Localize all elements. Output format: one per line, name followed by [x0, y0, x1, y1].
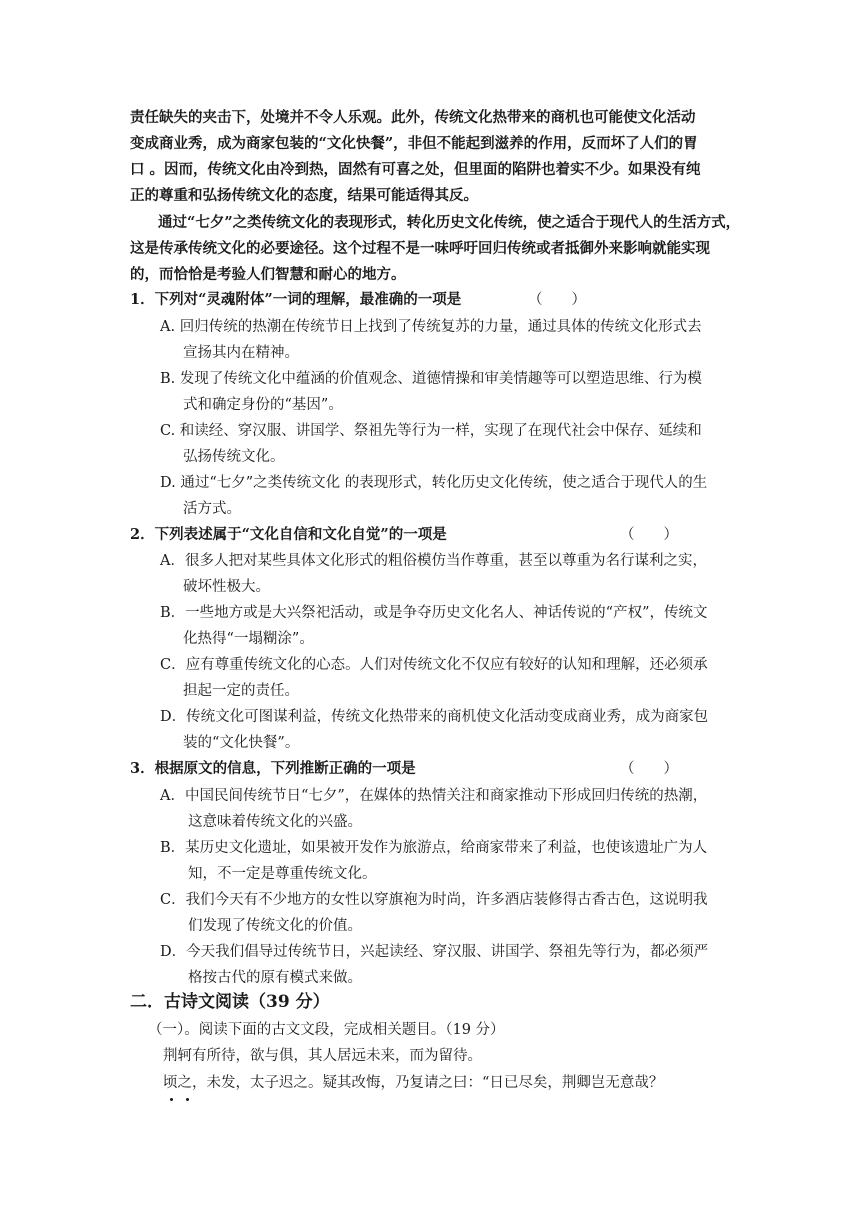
emphasis-dot — [186, 1098, 189, 1101]
option-line: C．我们今天有不少地方的女性以穿旗袍为时尚，许多酒店装修得古香古色，这说明我 — [160, 892, 708, 908]
passage-line: 口 。因而，传统文化由冷到热，固然有可喜之处，但里面的陷阱也着实不少。如果没有纯 — [130, 161, 701, 178]
option-line: 担起一定的责任。 — [183, 683, 299, 699]
answer-bracket: （ ） — [528, 292, 586, 308]
subsection-heading: （一）。阅读下面的古文文段，完成相关题目。（19 分） — [148, 1022, 505, 1038]
option-line: A. 回归传统的热潮在传统节日上找到了传统复苏的力量，通过具体的传统文化形式去 — [160, 319, 702, 335]
classical-text-line: 顷之，未发，太子迟之。疑其改悔，乃复请之曰：“日已尽矣，荆卿岂无意哉？ — [163, 1075, 664, 1091]
option-line: A．很多人把对某些具体文化形式的粗俗模仿当作尊重，甚至以尊重为名行谋利之实， — [160, 553, 707, 569]
option-line: 式和确定身份的“基因”。 — [183, 397, 343, 413]
option-line: B. 发现了传统文化中蕴涵的价值观念、道德情操和审美情趣等可以塑造思维、行为模 — [160, 371, 702, 387]
option-line: 这意味着传统文化的兴盛。 — [188, 814, 362, 830]
option-line: 们发现了传统文化的价值。 — [188, 918, 362, 934]
option-line: C. 和读经、穿汉服、讲国学、祭祖先等行为一样，实现了在现代社会中保存、延续和 — [160, 423, 702, 439]
answer-bracket: （ ） — [620, 527, 678, 543]
option-line: C．应有尊重传统文化的心态。人们对传统文化不仅应有较好的认知和理解，还必须承 — [160, 657, 708, 673]
option-line: A．中国民间传统节日“七夕”，在媒体的热情关注和商家推动下形成回归传统的热潮， — [160, 788, 708, 804]
option-line: 破坏性极大。 — [183, 579, 270, 595]
passage-line: 的，而恰恰是考验人们智慧和耐心的地方。 — [130, 266, 406, 283]
emphasis-dot — [170, 1098, 173, 1101]
option-line: D．今天我们倡导过传统节日，兴起读经、穿汉服、讲国学、祭祖先等行为，都必须严 — [160, 944, 709, 960]
option-line: 装的“文化快餐”。 — [183, 735, 300, 751]
option-line: 化热得“一塌糊涂”。 — [183, 631, 314, 647]
passage-line: 这是传承传统文化的必要途径。这个过程不是一味呼吁回归传统或者抵御外来影响就能实现 — [130, 240, 710, 257]
passage-line: 责任缺失的夹击下，处境并不令人乐观。此外，传统文化热带来的商机也可能使文化活动 — [130, 109, 696, 126]
option-line: B．某历史文化遗址，如果被开发作为旅游点，给商家带来了利益，也使该遗址广为人 — [160, 840, 708, 856]
option-line: 知，不一定是尊重传统文化。 — [188, 866, 377, 882]
option-line: B．一些地方或是大兴祭祀活动，或是争夺历史文化名人、神话传说的“产权”，传统文 — [160, 605, 708, 621]
section-heading: 二．古诗文阅读（39 分） — [130, 992, 330, 1012]
answer-bracket: （ ） — [620, 761, 678, 777]
passage-line: 通过“七夕”之类传统文化的表现形式，转化历史文化传统，使之适合于现代人的生活方式， — [158, 214, 741, 231]
option-line: D．传统文化可图谋利益，传统文化热带来的商机使文化活动变成商业秀，成为商家包 — [160, 709, 709, 725]
question-stem: 1．下列对“灵魂附体”一词的理解，最准确的一项是 — [130, 291, 462, 308]
option-line: 宣扬其内在精神。 — [183, 345, 299, 361]
classical-text-line: 荆轲有所待，欲与俱，其人居远未来，而为留待。 — [163, 1048, 482, 1064]
passage-line: 变成商业秀，成为商家包装的“文化快餐”，非但不能起到滋养的作用，反而坏了人们的胃 — [130, 135, 698, 152]
question-stem: 2．下列表述属于“文化自信和文化自觉”的一项是 — [130, 526, 447, 543]
option-line: D. 通过“七夕”之类传统文化 的表现形式，转化历史文化传统，使之适合于现代人的生 — [160, 475, 708, 491]
question-stem: 3．根据原文的信息，下列推断正确的一项是 — [130, 760, 416, 777]
passage-line: 正的尊重和弘扬传统文化的态度，结果可能适得其反。 — [130, 187, 478, 204]
option-line: 活方式。 — [183, 501, 241, 517]
option-line: 格按古代的原有模式来做。 — [188, 970, 362, 986]
option-line: 弘扬传统文化。 — [183, 449, 285, 465]
